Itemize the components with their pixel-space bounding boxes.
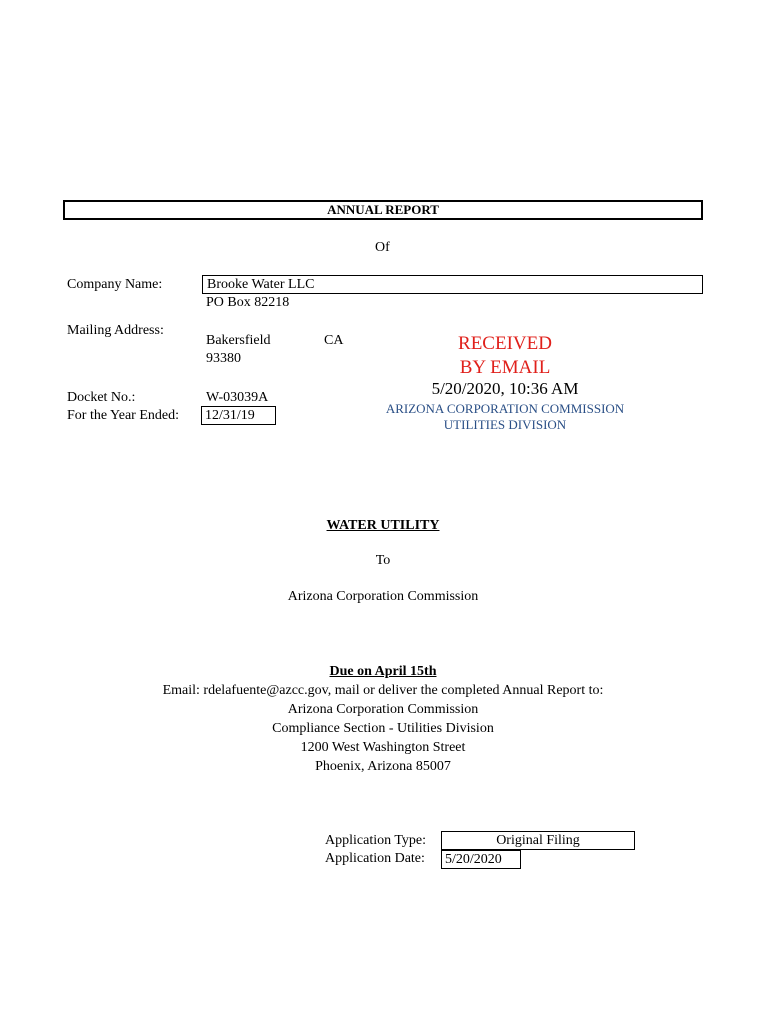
address-commission: Arizona Corporation Commission — [287, 702, 479, 717]
stamp-received: RECEIVED — [458, 333, 552, 354]
application-date-field: 5/20/2020 — [441, 850, 521, 869]
year-ended-label: For the Year Ended: — [67, 408, 179, 423]
stamp-by-email: BY EMAIL — [459, 357, 551, 378]
address-city-state: Phoenix, Arizona 85007 — [315, 759, 451, 774]
application-type-label: Application Type: — [325, 833, 427, 848]
stamp-datetime: 5/20/2020, 10:36 AM — [431, 379, 579, 398]
stamp-division: UTILITIES DIVISION — [443, 417, 567, 432]
commission-name: Arizona Corporation Commission — [287, 589, 479, 604]
address-line1: PO Box 82218 — [206, 295, 290, 310]
due-date-heading: Due on April 15th — [329, 664, 437, 679]
of-label: Of — [375, 240, 390, 255]
report-title: ANNUAL REPORT — [63, 200, 703, 220]
company-name-label: Company Name: — [67, 277, 163, 292]
application-type-field: Original Filing — [441, 831, 635, 850]
address-zip: 93380 — [206, 351, 241, 366]
to-label: To — [375, 553, 391, 568]
application-date-label: Application Date: — [325, 851, 425, 866]
docket-label: Docket No.: — [67, 390, 136, 405]
mailing-address-label: Mailing Address: — [67, 323, 164, 338]
address-state: CA — [324, 333, 344, 348]
company-name-field: Brooke Water LLC — [202, 275, 703, 294]
address-street: 1200 West Washington Street — [300, 740, 466, 755]
address-section: Compliance Section - Utilities Division — [272, 721, 494, 736]
docket-number: W-03039A — [206, 390, 269, 405]
stamp-org: ARIZONA CORPORATION COMMISSION — [385, 401, 625, 416]
submission-instructions: Email: rdelafuente@azcc.gov, mail or deliver the completed Annual Report to: — [162, 683, 604, 698]
address-city: Bakersfield — [206, 333, 271, 348]
year-ended-field: 12/31/19 — [201, 406, 276, 425]
water-utility-heading: WATER UTILITY — [326, 518, 440, 533]
